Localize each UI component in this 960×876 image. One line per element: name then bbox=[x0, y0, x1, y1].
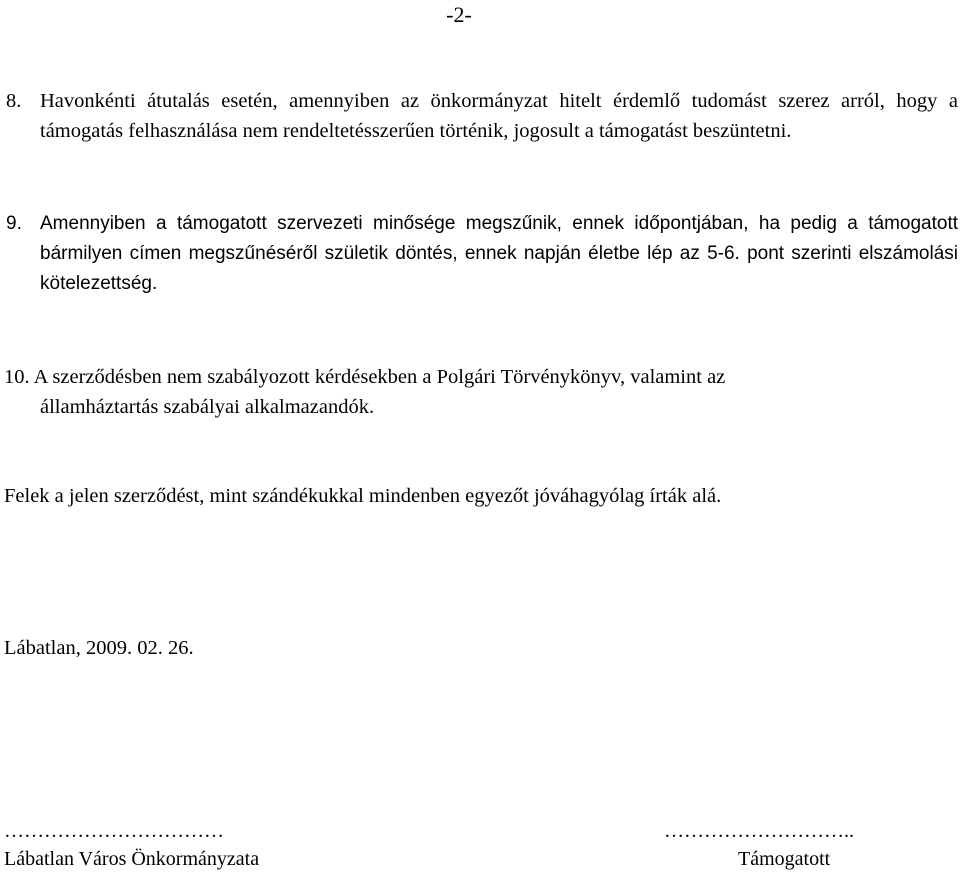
clause-text-line-1: A szerződésben nem szabályozott kérdésekben a Polgári Törvénykönyv, valamint az bbox=[33, 366, 726, 388]
signatory-left: Lábatlan Város Önkormányzata bbox=[4, 848, 260, 870]
clause-number: 8. bbox=[6, 90, 22, 112]
clause-8 bbox=[0, 86, 958, 146]
clause-number: 10. bbox=[4, 366, 30, 388]
clause-number: 9. bbox=[6, 213, 22, 234]
clause-text: Havonkénti átutalás esetén, amennyiben az önkormányzat hitelt érdemlő tudomást szerez arról, hogy a támogatás felhasználása nem rendeltetésszerűen történik, jogosult a támogatást beszüntetni. bbox=[40, 90, 958, 142]
clause-text: Amennyiben a támogatott szervezeti minősége megszűnik, ennek időpontjában, ha pedig a támogatott bármilyen címen megszűnéséről születik döntés, ennek napján életbe lép az 5-6. pont szerinti elszámolási kötelezettség. bbox=[40, 213, 958, 294]
clause-10 bbox=[0, 362, 958, 422]
closing-statement: Felek a jelen szerződést, mint szándékukkal mindenben egyezőt jóváhagyólag írták alá. bbox=[4, 485, 722, 507]
signature-line-right: ……………………….. bbox=[664, 820, 854, 842]
signature-line-left: …………………………… bbox=[4, 820, 224, 842]
place-date: Lábatlan, 2009. 02. 26. bbox=[4, 637, 194, 659]
signatory-right: Támogatott bbox=[738, 848, 831, 870]
page-number: -2- bbox=[446, 2, 472, 27]
clause-text-line-2: államháztartás szabályai alkalmazandók. bbox=[40, 396, 375, 418]
clause-9 bbox=[0, 209, 958, 299]
